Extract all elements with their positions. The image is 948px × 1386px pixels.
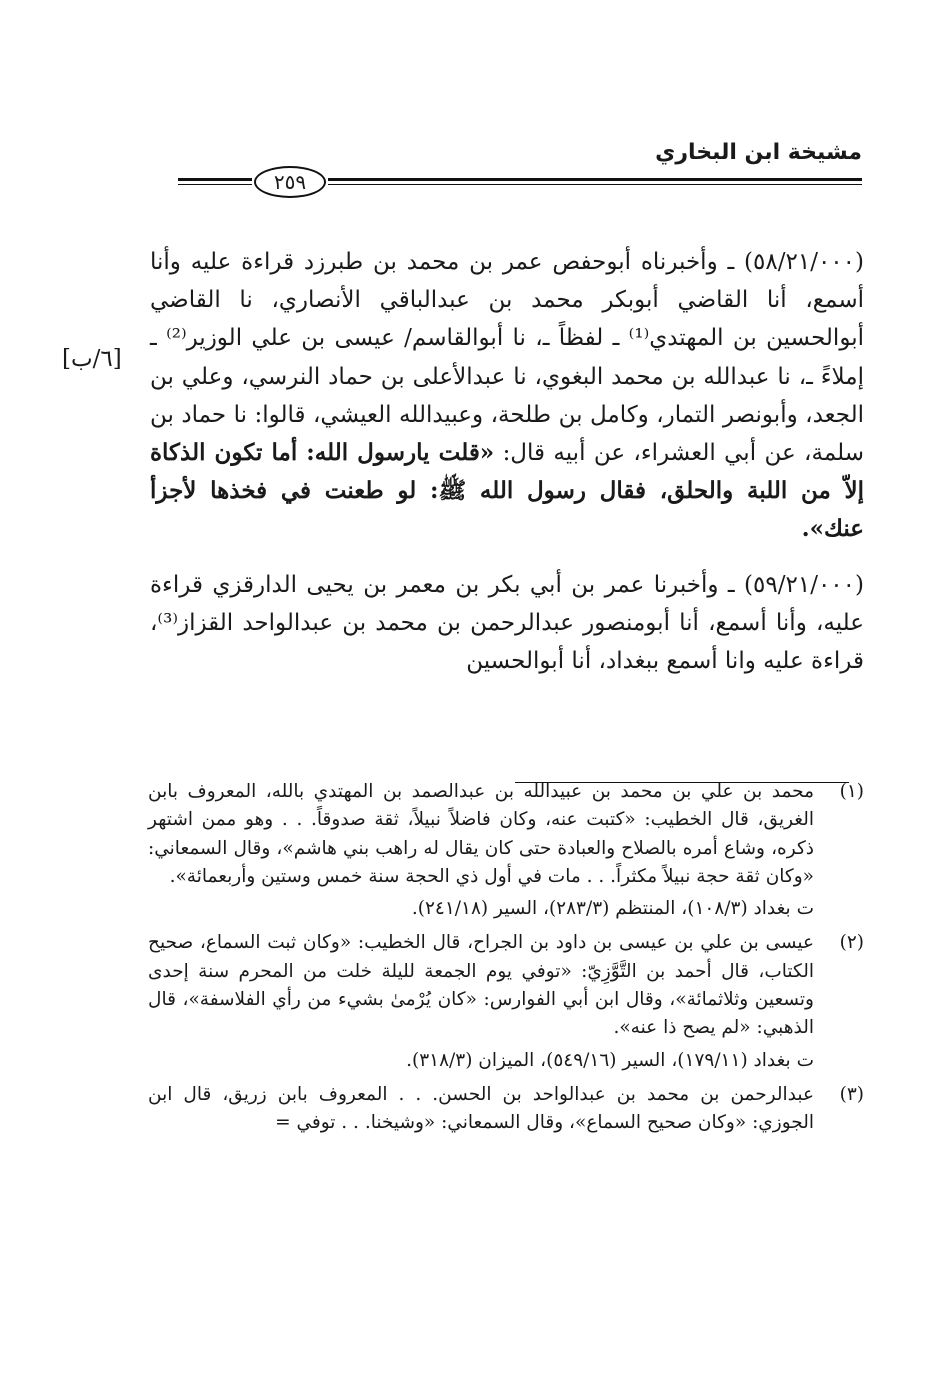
footnote-number: (٣) [839,1083,864,1105]
footnote-text: عيسى بن علي بن عيسى بن داود بن الجراح، قال الخطيب: «وكان ثبت السماع، صحيح الكتاب، قال أحمد بن التَّوَّزِيّ: «توفي يوم الجمعة لليلة خلت من المحرم سنة إحدى وتسعين وثلاثمائة»، وقال ابن أبي الفوارس: «كان يُرْمىٰ بشيء من رأي الفلاسفة»، قال الذهبي: «لم يصح ذا عنه». [148,932,814,1039]
footnote-3 [148,1081,864,1138]
footnote-text: عبدالرحمن بن محمد بن عبدالواحد بن الحسن. . . المعروف بابن زريق، قال ابن الجوزي: «وكان صحيح السماع»، وقال السمعاني: «وشيخنا. . . توفي = [148,1083,814,1134]
footnote-references: ت بغداد (١٠٨/٣)، المنتظم (٢٨٣/٣)، السير (٢٤١/١٨). [411,898,814,920]
footnote-references: ت بغداد (١٧٩/١١)، السير (٥٤٩/١٦)، الميزان (٣١٨/٣). [406,1049,814,1071]
header-rule-right [328,178,862,185]
footnote-number: (١) [839,781,864,802]
page-number: ٢٥٩ [254,166,326,198]
paragraph-2: (٥٩/٢١/٠٠٠) ـ وأخبرنا عمر بن أبي بكر بن معمر بن يحيى الدارقزي قراءة عليه، وأنا أسمع، أنا أبومنصور عبدالرحمن بن محمد بن عبدالواحد القزاز⁽³⁾، قراءة عليه وانا أسمع ببغداد، أنا أبوالحسين [150,571,864,675]
paragraph-1-text: (٥٨/٢١/٠٠٠) ـ وأخبرناه أبوحفص عمر بن محمد بن طبرزد قراءة عليه وأنا أسمع، أنا القاضي أبوبكر محمد بن عبدالباقي الأنصاري، نا القاضي أبوالحسين بن المهتدي⁽¹⁾ ـ لفظاً ـ، نا أبوالقاسم/ عيسى بن علي الوزير⁽²⁾ ـ إملاءً ـ، نا عبدالله بن محمد البغوي، نا عبدالأعلى بن حماد النرسي، وعلي بن الجعد، وأبونصر التمار، وكامل بن طلحة، وعبيدالله العيشي، قالوا: نا حماد بن سلمة، عن أبي العشراء، عن أبيه قال: [150,249,864,467]
main-text [150,243,864,680]
footnote-1 [148,778,864,923]
header-rule-left [178,178,252,185]
footnote-number: (٢) [839,932,864,954]
footnotes [148,778,864,1144]
margin-folio-note: [٦/ب] [62,346,122,372]
footnote-text: محمد بن علي بن محمد بن عبيدالله بن عبدالصمد بن المهتدي بالله، المعروف بابن الغريق، قال الخطيب: «كتبت عنه، وكان فاضلاً نبيلاً، ثقة صدوقاً. . . وهو ممن اشتهر ذكره، وشاع أمره بالصلاح والعبادة حتى كان يقال له راهب بني هاشم»، وقال السمعاني: «وكان ثقة حجة نبيلاً مكثراً. . . مات في أول ذي الحجة سنة خمس وستين وأربعمائة». [148,781,814,887]
paragraph-1 [150,243,864,549]
book-title: مشيخة ابن البخاري [655,140,862,165]
hadith-text: «قلت يارسول الله: أما تكون الذكاة إلاّ من اللبة والحلق، فقال رسول الله ﷺ: لو طعنت في فخذها لأجزأ عنك». [150,439,864,543]
footnote-2 [148,929,864,1074]
